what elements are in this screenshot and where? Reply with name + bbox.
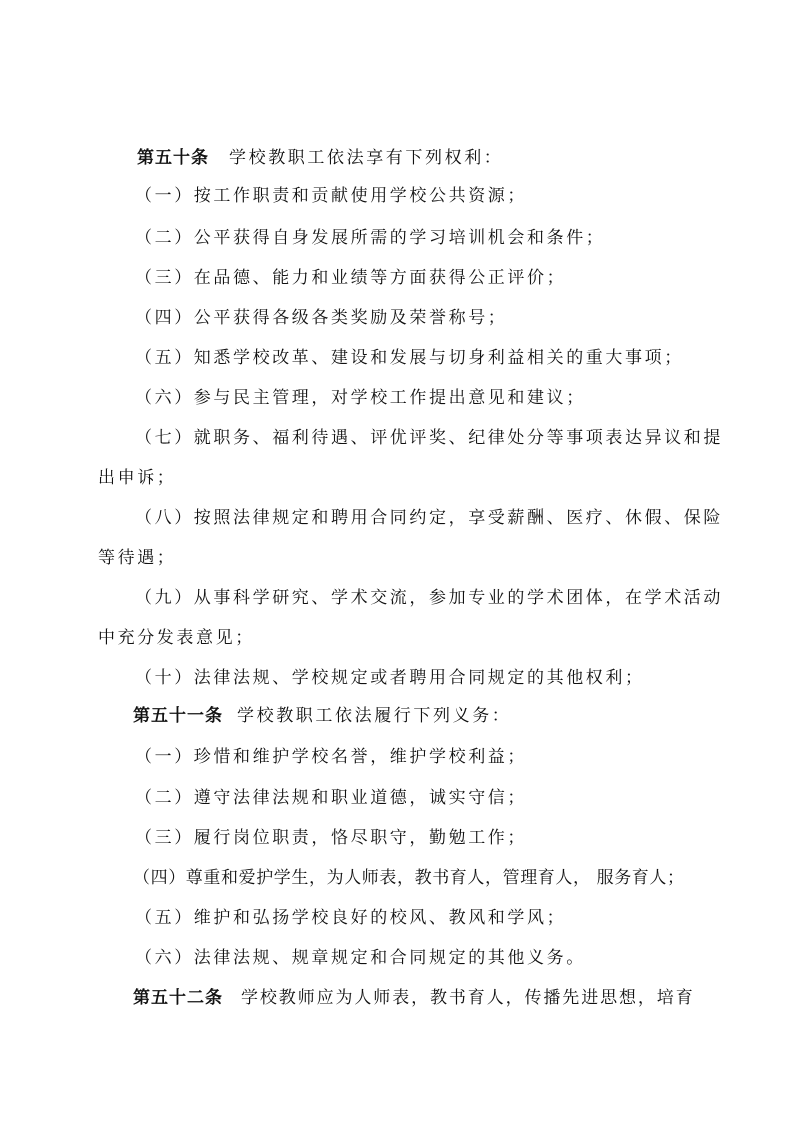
article-51-item-1: （一）珍惜和维护学校名誉，维护学校利益；	[135, 747, 527, 767]
article-51-label: 第五十一条	[133, 706, 223, 726]
article-50-intro: 学校教职工依法享有下列权利：	[229, 148, 504, 168]
article-51-intro: 学校教职工依法履行下列义务：	[237, 706, 512, 726]
article-50-item-9-cont: 中充分发表意见；	[98, 628, 255, 648]
article-51-item-4: （四）尊重和爱护学生，为人师表，教书育人，管理育人， 服务育人；	[133, 868, 685, 888]
article-50-item-4: （四）公平获得各级各类奖励及荣誉称号；	[135, 308, 508, 328]
article-51-item-5: （五）维护和弘扬学校良好的校风、教风和学风；	[135, 908, 567, 928]
article-50-item-2: （二）公平获得自身发展所需的学习培训机会和条件；	[135, 228, 606, 248]
article-50-label: 第五十条	[137, 148, 209, 168]
article-50-heading	[137, 147, 503, 169]
article-50-item-8: （八）按照法律规定和聘用合同约定，享受薪酬、医疗、休假、保险	[135, 508, 723, 528]
article-50-item-3: （三）在品德、能力和业绩等方面获得公正评价；	[135, 268, 567, 288]
article-50-item-5: （五）知悉学校改革、建设和发展与切身利益相关的重大事项；	[135, 348, 684, 368]
article-52-intro: 学校教师应为人师表，教书育人，传播先进思想，培育	[241, 988, 695, 1008]
article-50-item-1: （一）按工作职责和贡献使用学校公共资源；	[135, 186, 527, 206]
article-50-item-6: （六）参与民主管理，对学校工作提出意见和建议；	[135, 388, 586, 408]
article-51-item-2: （二）遵守法律法规和职业道德，诚实守信；	[135, 788, 527, 808]
article-50-item-9: （九）从事科学研究、学术交流，参加专业的学术团体，在学术活动	[135, 588, 723, 608]
article-51-item-6: （六）法律法规、规章规定和合同规定的其他义务。	[135, 948, 586, 968]
article-50-item-7: （七）就职务、福利待遇、评优评奖、纪律处分等事项表达异议和提	[135, 428, 723, 448]
article-52-label: 第五十二条	[133, 988, 223, 1008]
article-52-heading	[133, 987, 695, 1009]
article-50-item-10: （十）法律法规、学校规定或者聘用合同规定的其他权利；	[135, 668, 645, 688]
article-50-item-7-cont: 出申诉；	[98, 468, 177, 488]
article-51-item-3: （三）履行岗位职责，恪尽职守，勤勉工作；	[135, 828, 527, 848]
article-50-item-8-cont: 等待遇；	[98, 548, 177, 568]
article-51-heading	[133, 705, 511, 727]
